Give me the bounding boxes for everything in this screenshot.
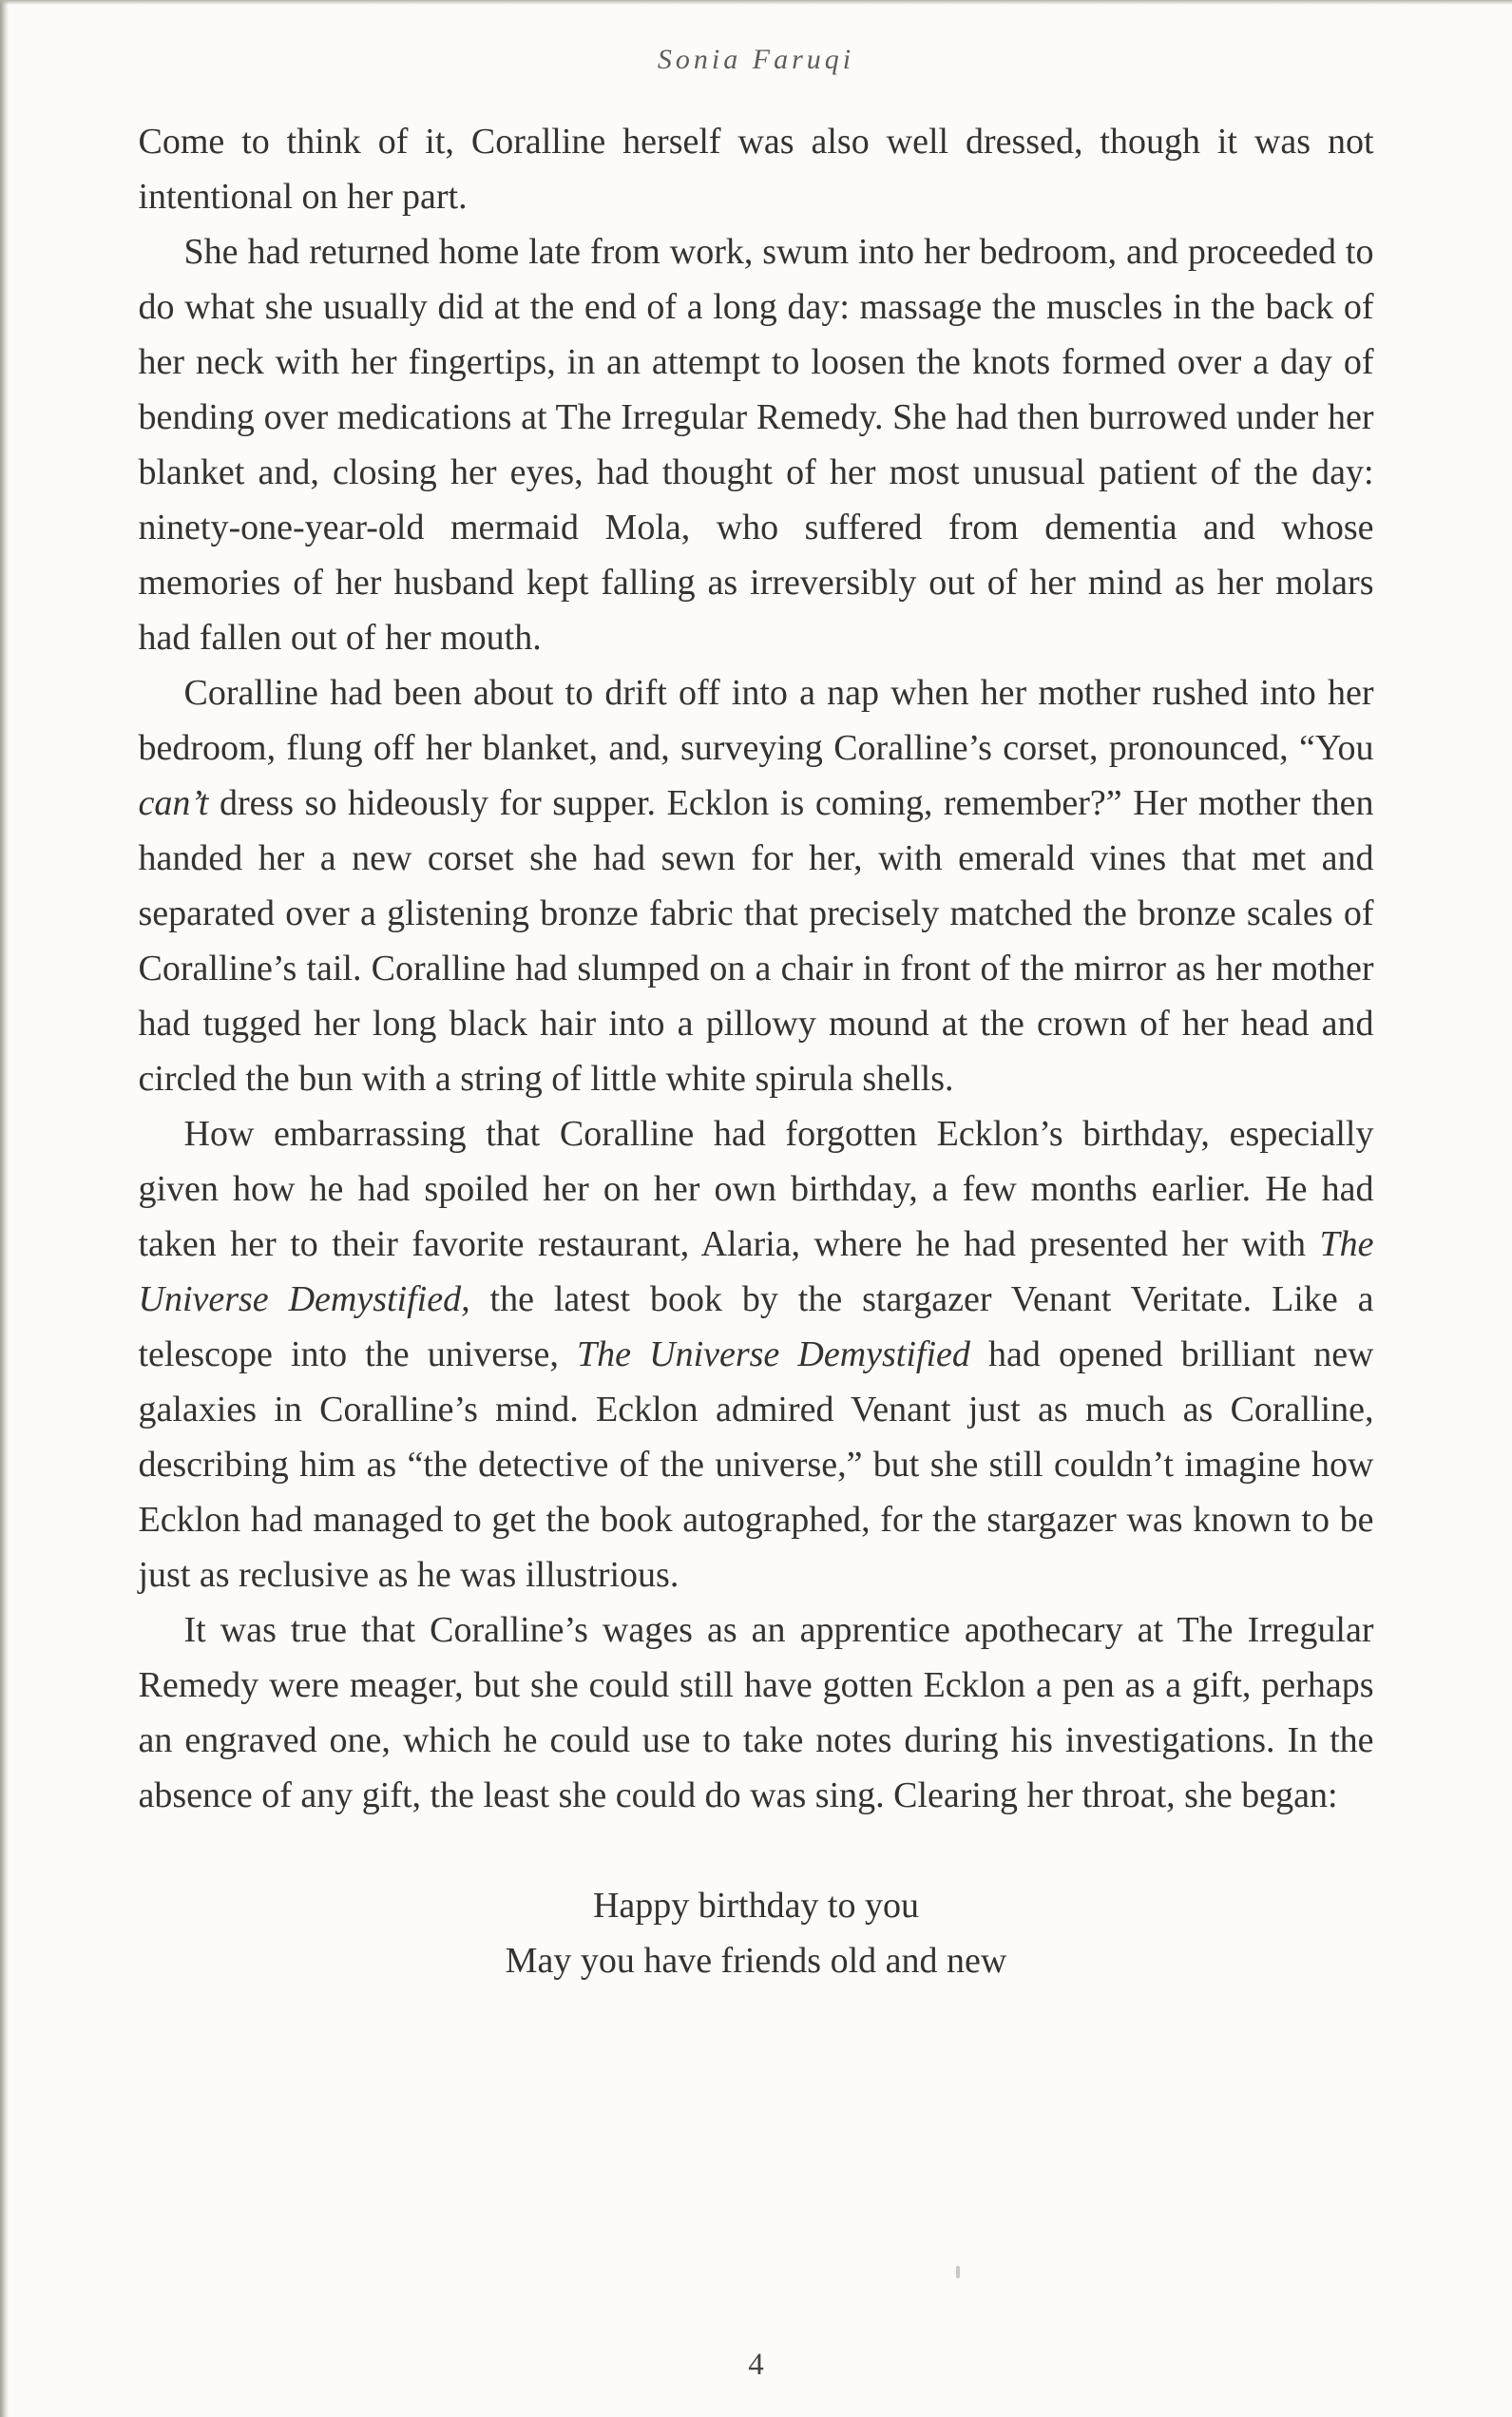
page-footer bbox=[0, 2348, 1512, 2383]
running-header bbox=[0, 0, 1512, 76]
verse-line: May you have friends old and new bbox=[505, 1941, 1007, 1981]
birthday-verse bbox=[139, 1878, 1374, 1988]
italic-text: The Universe Demystified, bbox=[138, 1224, 1374, 1319]
verse-line: Happy birthday to you bbox=[592, 1886, 919, 1926]
paragraph bbox=[139, 665, 1374, 1106]
text-run: Come to think of it, Coralline herself was also well dressed, though it was not intentional on her part. bbox=[138, 122, 1374, 217]
page-number: 4 bbox=[748, 2348, 764, 2382]
text-run: Coralline had been about to drift off into a nap when her mother rushed into her bedroom, flung off her blanket, and, surveying Coralline’s corset, pronounced, “You bbox=[138, 673, 1374, 768]
text-run: dress so hideously for supper. Ecklon is coming, remember?” Her mother then handed her a new corset she had sewn for her, with emerald vines that met and separated over a glistening bronze fabric that precisely matched the bronze scales of Coralline’s tail. Coralline had slumped on a chair in front of the mirror as her mother had tugged her long black hair into a pillowy mound at the crown of her head and circled the bun with a string of little white spirula shells. bbox=[138, 783, 1374, 1099]
body-text bbox=[139, 114, 1374, 1823]
text-run: It was true that Coralline’s wages as an apprentice apothecary at The Irregular Remedy were meager, but she could still have gotten Ecklon a pen as a gift, perhaps an engraved one, which he could use to take notes during his investigations. In the absence of any gift, the least she could do was sing. Clearing her throat, she began: bbox=[138, 1610, 1374, 1815]
italic-text: The Universe Demystified bbox=[577, 1334, 970, 1374]
text-run: She had returned home late from work, swum into her bedroom, and proceeded to do what she usually did at the end of a long day: massage the muscles in the back of her neck with her fingertips, in an attempt to loosen the knots formed over a day of bending over medications at The Irregular Remedy. She had then burrowed under her blanket and, closing her eyes, had thought of her most unusual patient of the day: ninety-one-year-old mermaid Mola, who suffered from dementia and whose memories of her husband kept falling as irreversibly out of her mind as her molars had fallen out of her mouth. bbox=[138, 232, 1374, 658]
paragraph bbox=[139, 224, 1374, 665]
paragraph bbox=[139, 1602, 1374, 1823]
text-run: How embarrassing that Coralline had forgotten Ecklon’s birthday, especially given how he had spoiled her on her own birthday, a few months earlier. He had taken her to their favorite restaurant, Alaria, where he had presented her with bbox=[138, 1114, 1374, 1264]
scan-speck bbox=[956, 2266, 960, 2278]
author-running-head: Sonia Faruqi bbox=[657, 44, 855, 75]
paragraph bbox=[139, 114, 1374, 224]
scan-edge-left bbox=[0, 0, 9, 2417]
text-run: had opened brilliant new galaxies in Coralline’s mind. Ecklon admired Venant just as much as Coralline, describing him as “the detective of the universe,” but she still couldn’t imagine how Ecklon had managed to get the book autographed, for the stargazer was known to be just as reclusive as he was illustrious. bbox=[138, 1334, 1374, 1595]
text-run: the latest book by the stargazer Venant Veritate. Like a telescope into the universe, bbox=[138, 1279, 1374, 1374]
paragraph bbox=[139, 1106, 1374, 1602]
italic-text: can’t bbox=[138, 783, 209, 823]
